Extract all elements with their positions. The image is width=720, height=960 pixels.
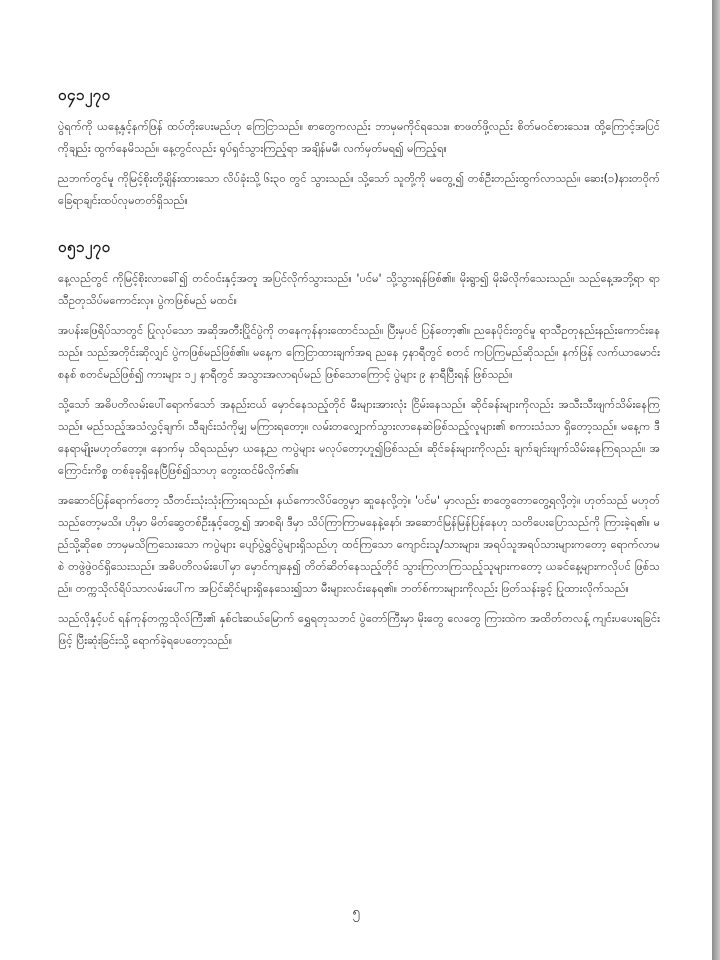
page-number: ၅	[352, 905, 360, 920]
entry-paragraph: အဆောင်ပြန်ရောက်တော့ သီတင်းသုံးသုံးကြားရသည်။ နယ်ကောလိပ်တွေမှာ ဆူနေလို့တဲ့။ 'ပင်မ' မှာလည်း စာတွေတောတွေ့ရလို့တဲ့။ ဟုတ်သည် မဟုတ်သည်တော့မသိ။ ဟိုမှာ မိတ်ဆွေတစ်ဦးနှင့်တွေ့၍ အာစရိ၊ ဒီမှာ သိပ်ကြာကြာမနေနဲ့နော်၊ အဆောင်မြန်မြန်ပြန်နေဟု သတိပေးပြောသည်ကို ကြားခဲ့ရ၏။ မည်သို့ဆိုစေ ဘာမှမသိကြသေးသော ကပွဲများ ပျော်ပွဲရွှင်ပွဲများရှိသည်ဟု ထင်ကြသော ကျောင်းသူ/သားများ၊ အရပ်သူအရပ်သားများကတော့ ရောက်လာမစဲ တဖွဲဖွဲဝင်ရှိသေးသည်။ အဓိပတိလမ်းပေါ်မှာ မှောင်ကျနေ၍ တိတ်ဆိတ်နေသည့်တိုင် သွားကြလာကြသည့်သူများကတော့ ယခင်နေ့များကလိုပင် ဖြစ်သည်။ တက္ကသိုလ်ရိပ်သာလမ်းပေါ်က အပြင်ဆိုင်များရှိနေသေး၍သာ မီးများလင်းနေရ၏။ ဘတ်စ်ကားများကိုလည်း ဖြတ်သန်းခွင့် ပြုထားလိုက်သည်။	[58, 494, 660, 595]
entry-date: ၀၅၁၂၇၀	[58, 238, 111, 256]
diary-entry-1	[58, 86, 660, 212]
entry-paragraph: သို့သော် အဓိပတိလမ်းပေါ်ရောက်သော် အနည်းငယ် မှောင်နေသည့်တိုင် မီးများအားလုံး ငြိမ်းနေသည်။ ဆိုင်ခန်းများကိုလည်း အသီးသီးဖျက်သိမ်းနေကြသည်။ မည်သည့်အသံလွှင့်ချက်၊ သီချင်းသံကိုမျှ မကြားရတော့။ လမ်းတလျှောက်သွားလာနေဆဲဖြစ်သည့်လူများ၏ စကားသံသာ ရှိတော့သည်။ မနေ့က ဒီနေရာမျိုးမဟုတ်တော့။ နောက်မှ သိရသည်မှာ ယနေ့ည ကပွဲများ မလုပ်တော့ဟူ၍ဖြစ်သည်။ ဆိုင်ခန်းများကိုလည်း ချက်ချင်းဖျက်သိမ်းနေကြရသည်။ အကြောင်းကိစ္စ တစ်ခုခုရှိနေပြီဖြစ်၍သာဟု တွေးထင်မိလိုက်၏။	[58, 398, 660, 477]
page-edge-shadow	[712, 0, 720, 960]
entry-date: ၀၄၁၂၇၀	[58, 86, 111, 104]
diary-entry-2	[58, 238, 660, 652]
entry-paragraph: နေ့လည်တွင် ကိုမြင့်စိုးလာခေါ်၍ တင်ဝင်းနှင့်အတူ အပြင်လိုက်သွားသည်။ 'ပင်မ' သို့သွားရန်ဖြစ်၏။ မိုးရွာ၍ မိုးမိလိုက်သေးသည်။ သည်နေ့အဘို့ရာ ရာသီဥတုသိပ်မကောင်းလှ။ ပွဲကဖြစ်မည် မထင်။	[58, 272, 660, 307]
entry-paragraph: ညဘက်တွင်မူ ကိုမြင့်စိုးတို့ချိန်းထားသော လိပ်ခုံးသို့ ၆း၃၀ တွင် သွားသည်။ သို့သော် သူတို့ကို မတွေ့၍ တစ်ဦးတည်းထွက်လာသည်။ ဆေး(၁)နားတဝိုက် ခြေရာချင်းထပ်လုမတတ်ရှိသည်။	[58, 172, 660, 207]
entry-paragraph: ပွဲရက်ကို ယနေ့နှင့်နက်ဖြန် ထပ်တိုးပေးမည်ဟု ကြေငြာသည်။ စာတွေကလည်း ဘာမှမကိုင်ရသေး။ စာဖတ်ဖို့လည်း စိတ်မဝင်စားသေး။ ထို့ကြောင့်အပြင်ကိုချည်း ထွက်နေမိသည်။ နေ့တွင်လည်း ရုပ်ရှင်သွားကြည့်ရာ အချိန်မမီ၊ လက်မှတ်မရ၍ မကြည့်ရ။	[58, 120, 660, 155]
entry-paragraph: သည်လိုနှင့်ပင် ရန်ကုန်တက္ကသိုလ်ကြီး၏ နှစ်ငါးဆယ်မြောက် ရွှေရတုသဘင် ပွဲတော်ကြီးမှာ မိုးတွေ လေတွေ ကြားထဲက အထိတ်တလန့် ကျင်းပပေးရခြင်းဖြင့် ပြီးဆုံးခြင်းသို့ ရောက်ခဲ့ရပေတော့သည်။	[58, 612, 660, 647]
entry-paragraph: အပန်းဖြေရိပ်သာတွင် ပြုလုပ်သော အဆိုအတီးပြိုင်ပွဲကို တနေကုန်နားထောင်သည်။ ပြီးမှပင် ပြန်တော့၏။ ညနေပိုင်းတွင်မူ ရာသီဥတုနည်းနည်းကောင်းနေသည်။ သည်အတိုင်းဆိုလျှင် ပွဲကဖြစ်မည်ဖြစ်၏။ မနေ့က ကြေငြာထားချက်အရ ညနေ ၄နာရီတွင် စတင် ကပြကြမည်ဆိုသည်။ နက်ဖြန် လက်ယာမောင်းစနစ် စတင်မည်ဖြစ်၍ ကားများ ၁၂ နာရီတွင် အသွားအလာရပ်မည် ဖြစ်သောကြောင့် ပွဲများ ၉ နာရီပြီးရန် ဖြစ်သည်။	[58, 324, 660, 381]
diary-content	[58, 86, 660, 660]
